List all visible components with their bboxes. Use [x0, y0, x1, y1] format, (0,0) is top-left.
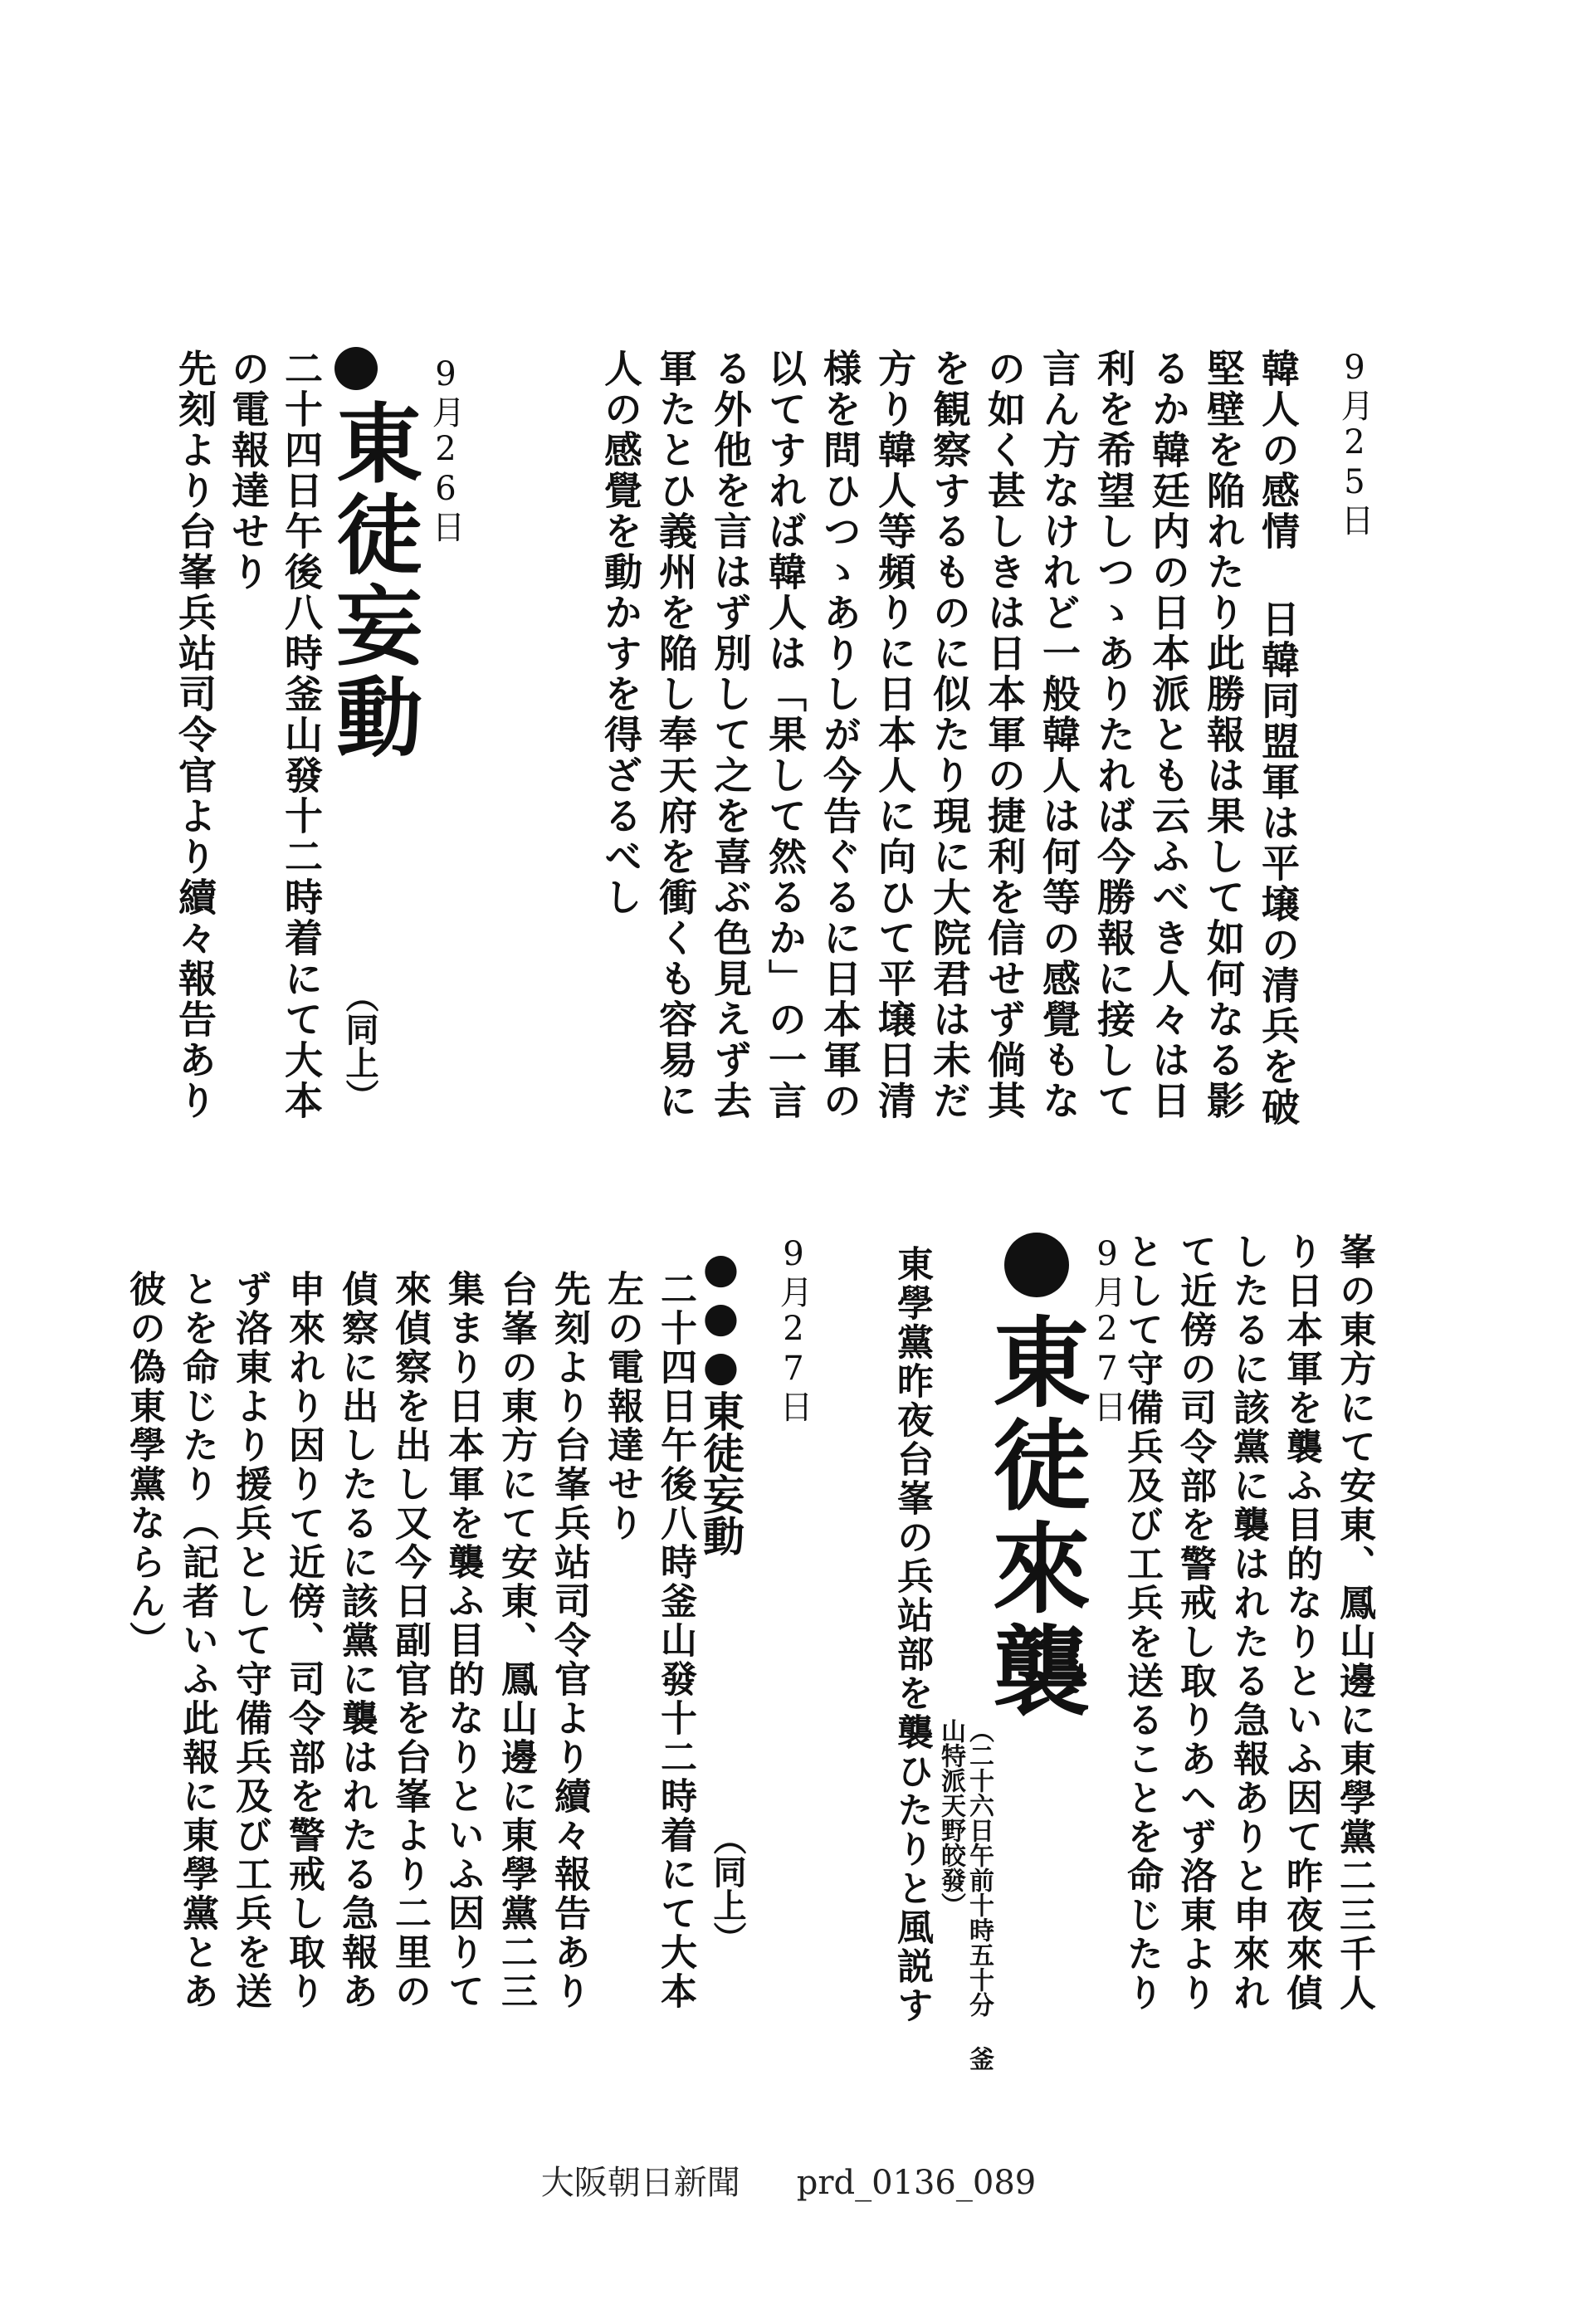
text-column: 人の感覺を動かすを得ざるべし: [598, 349, 643, 918]
text-column: る外他を言はず別して之を喜ぶ色見えず去: [708, 349, 753, 1121]
text-column: を観察するものに似たり現に大院君は未だ: [927, 349, 972, 1121]
article-headline: 東徒來襲: [976, 1311, 1091, 1723]
text-column: 以てすれば韓人は「果して然るか」の一言: [763, 349, 808, 1121]
text-column: 集まり日本軍を襲ふ目的なりといふ因りて: [442, 1270, 484, 2011]
article-source: （同上）: [340, 979, 379, 1112]
article-date: 9月27日: [774, 1235, 813, 1424]
text-column: 申來れり因りて近傍、司令部を警戒し取り: [282, 1270, 325, 2011]
text-column: 峯の東方にて安東、鳳山邊に東學黨二三千人: [1333, 1233, 1375, 2013]
text-column: ず洛東より援兵として守備兵及び工兵を送: [229, 1270, 271, 2011]
text-column: したるに該黨に襲はれたる急報ありと申來れ: [1227, 1233, 1269, 2013]
article-source: （同上）: [708, 1822, 747, 1955]
text-column: 先刻より台峯兵站司令官より續々報告あり: [173, 349, 217, 1121]
text-column: 先刻より台峯兵站司令官より續々報告あり: [548, 1270, 590, 2011]
text-column: 偵察に出したるに該黨に襲はれたる急報あ: [335, 1270, 378, 2011]
text-column: り日本軍を襲ふ目的なりといふ因て昨夜來偵: [1280, 1233, 1322, 2013]
text-column: 利を希望しつゝありたれば今勝報に接して: [1091, 349, 1136, 1121]
article-date: 9月27日: [1088, 1235, 1126, 1424]
text-column: として守備兵及び工兵を送ることを命じたり: [1120, 1233, 1163, 2013]
text-column: 言ん方なけれど一般韓人は何等の感覺もな: [1037, 349, 1081, 1121]
bullet-circle-icon: [1004, 1233, 1069, 1297]
bullet-circle-icon: [334, 347, 378, 390]
text-column: 二十四日午後八時釜山發十二時着にて大本: [654, 1270, 696, 2011]
text-column: 方り韓人等頻りに日本人に向ひて平壌日清: [872, 349, 917, 1121]
text-column: 韓人の感情 日韓同盟軍は平壌の清兵を破: [1256, 349, 1301, 1128]
text-column: の電報達せり: [226, 349, 271, 593]
text-column: 二十四日午後八時釜山發十二時着にて大本: [279, 349, 324, 1121]
text-column: 左の電報達せり: [601, 1270, 643, 1543]
article-date: 9月26日: [427, 355, 465, 544]
text-column: とを命じたり（記者いふ此報に東學黨とあ: [176, 1270, 218, 2011]
text-column: 軍たとひ義州を陥し奉天府を衝くも容易に: [653, 349, 698, 1121]
text-column: 堅壁を陥れたり此勝報は果して如何なる影: [1201, 349, 1246, 1121]
text-column: 彼の偽東學黨ならん）: [123, 1270, 165, 1660]
page-code: prd_0136_089: [796, 2164, 1037, 2202]
article-date: 9月25日: [1335, 349, 1374, 538]
text-column: 台峯の東方にて安東、鳳山邊に東學黨二三: [495, 1270, 537, 2011]
text-column: 様を問ひつゝありしが今告ぐるに日本軍の: [818, 349, 862, 1121]
article-source: （二十六日午前十時五十分 釜山特派天野皎發）: [936, 1718, 994, 2071]
page-footer: [0, 2156, 1577, 2204]
newspaper-name: 大阪朝日新聞: [540, 2164, 740, 2202]
article-headline: 東徒妄動: [321, 398, 423, 764]
text-column: 東學黨昨夜台峯の兵站部を襲ひたりと風説す: [891, 1245, 933, 2025]
text-column: 來偵察を出し又今日副官を台峯より二里の: [388, 1270, 431, 2011]
text-column: るか韓廷内の日本派とも云ふべき人々は日: [1146, 349, 1191, 1121]
text-column: て近傍の司令部を警戒し取りあへず洛東より: [1174, 1233, 1216, 2013]
text-column: の如く甚しきは日本軍の捷利を信せず倘其: [982, 349, 1027, 1121]
article-headline: ●●●東徒妄動: [696, 1243, 745, 1556]
